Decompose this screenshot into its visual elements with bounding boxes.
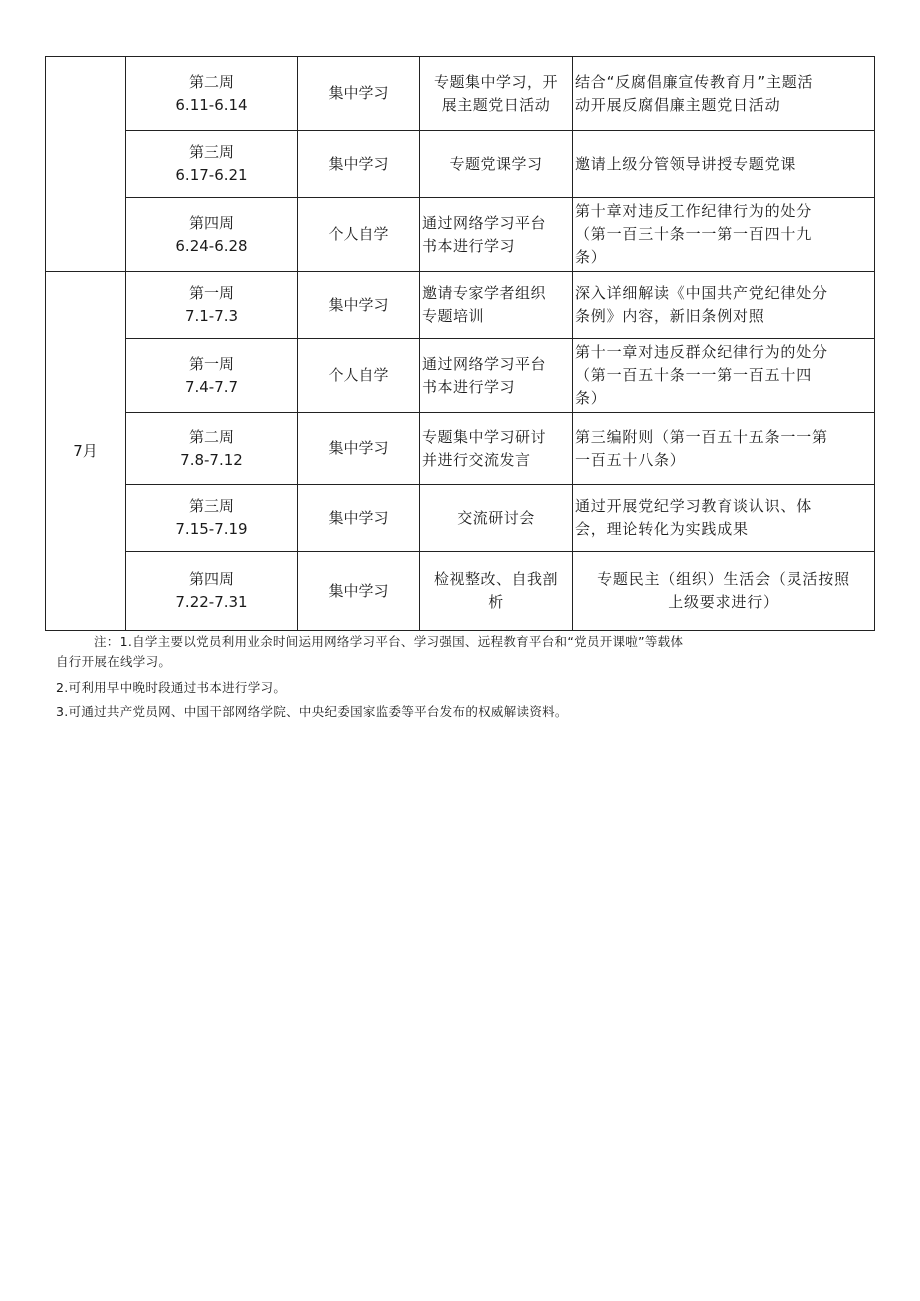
week-dates: 7.8-7.12 bbox=[180, 450, 243, 469]
week-label: 第二周 bbox=[188, 72, 234, 91]
study-content: 交流研讨会 bbox=[420, 485, 573, 552]
study-mode: 集中学习 bbox=[298, 272, 420, 339]
week-label: 第一周 bbox=[188, 284, 234, 302]
week-cell bbox=[126, 198, 298, 272]
study-mode: 集中学习 bbox=[298, 485, 420, 552]
week-label: 第三周 bbox=[188, 497, 234, 515]
table-row bbox=[46, 57, 875, 131]
week-cell bbox=[126, 552, 298, 631]
study-content: 专题党课学习 bbox=[420, 131, 573, 198]
study-content: 通过网络学习平台 书本进行学习 bbox=[420, 339, 573, 413]
study-mode: 集中学习 bbox=[298, 552, 420, 631]
table-row bbox=[46, 272, 875, 339]
study-mode: 集中学习 bbox=[298, 131, 420, 198]
week-label: 第四周 bbox=[188, 213, 234, 232]
study-schedule-table bbox=[45, 56, 875, 631]
week-label: 第二周 bbox=[188, 427, 234, 446]
table-notes bbox=[56, 632, 856, 726]
week-dates: 6.11-6.14 bbox=[175, 95, 248, 114]
study-content: 通过网络学习平台 书本进行学习 bbox=[420, 198, 573, 272]
study-detail: 深入详细解读《中国共产党纪律处分 条例》内容，新旧条例对照 bbox=[573, 272, 875, 339]
week-dates: 7.1-7.3 bbox=[184, 307, 239, 325]
note-3: 3.可通过共产党员网、中国干部网络学院、中央纪委国家监委等平台发布的权威解读资料。 bbox=[56, 704, 568, 719]
week-cell bbox=[126, 57, 298, 131]
week-dates: 6.24-6.28 bbox=[175, 236, 248, 255]
month-cell-july: 7月 bbox=[46, 272, 126, 631]
table-row bbox=[46, 339, 875, 413]
week-dates: 7.22-7.31 bbox=[175, 593, 248, 611]
study-content: 专题集中学习，开 展主题党日活动 bbox=[420, 57, 573, 131]
study-content: 检视整改、自我剖 析 bbox=[420, 552, 573, 631]
table-row bbox=[46, 198, 875, 272]
week-label: 第三周 bbox=[188, 143, 234, 161]
week-label: 第四周 bbox=[188, 570, 234, 588]
note-2: 2.可利用早中晚时段通过书本进行学习。 bbox=[56, 680, 287, 695]
week-dates: 6.17-6.21 bbox=[175, 166, 248, 184]
table-row bbox=[46, 552, 875, 631]
week-cell bbox=[126, 131, 298, 198]
week-cell bbox=[126, 339, 298, 413]
study-content: 专题集中学习研讨 并进行交流发言 bbox=[420, 413, 573, 485]
note-1: 注：1.自学主要以党员利用业余时间运用网络学习平台、学习强国、远程教育平台和“党员开课啦”等载体 自行开展在线学习。 bbox=[56, 634, 684, 669]
week-dates: 7.15-7.19 bbox=[175, 520, 248, 538]
study-detail: 专题民主（组织）生活会（灵活按照 上级要求进行） bbox=[573, 552, 875, 631]
study-mode: 集中学习 bbox=[298, 57, 420, 131]
study-detail: 通过开展党纪学习教育谈认识、体 会，理论转化为实践成果 bbox=[573, 485, 875, 552]
week-cell bbox=[126, 413, 298, 485]
table-row bbox=[46, 413, 875, 485]
study-mode: 集中学习 bbox=[298, 413, 420, 485]
week-cell bbox=[126, 485, 298, 552]
week-label: 第一周 bbox=[188, 354, 234, 373]
study-content: 邀请专家学者组织 专题培训 bbox=[420, 272, 573, 339]
study-mode: 个人自学 bbox=[298, 339, 420, 413]
study-detail: 邀请上级分管领导讲授专题党课 bbox=[573, 131, 875, 198]
table-row bbox=[46, 485, 875, 552]
month-cell-june bbox=[46, 57, 126, 272]
study-detail: 第十一章对违反群众纪律行为的处分 （第一百五十条一一第一百五十四 条） bbox=[573, 339, 875, 413]
week-dates: 7.4-7.7 bbox=[184, 377, 239, 396]
study-detail: 第十章对违反工作纪律行为的处分 （第一百三十条一一第一百四十九 条） bbox=[573, 198, 875, 272]
table-row bbox=[46, 131, 875, 198]
study-mode: 个人自学 bbox=[298, 198, 420, 272]
study-detail: 第三编附则（第一百五十五条一一第 一百五十八条） bbox=[573, 413, 875, 485]
study-detail: 结合“反腐倡廉宣传教育月”主题活 动开展反腐倡廉主题党日活动 bbox=[573, 57, 875, 131]
week-cell bbox=[126, 272, 298, 339]
